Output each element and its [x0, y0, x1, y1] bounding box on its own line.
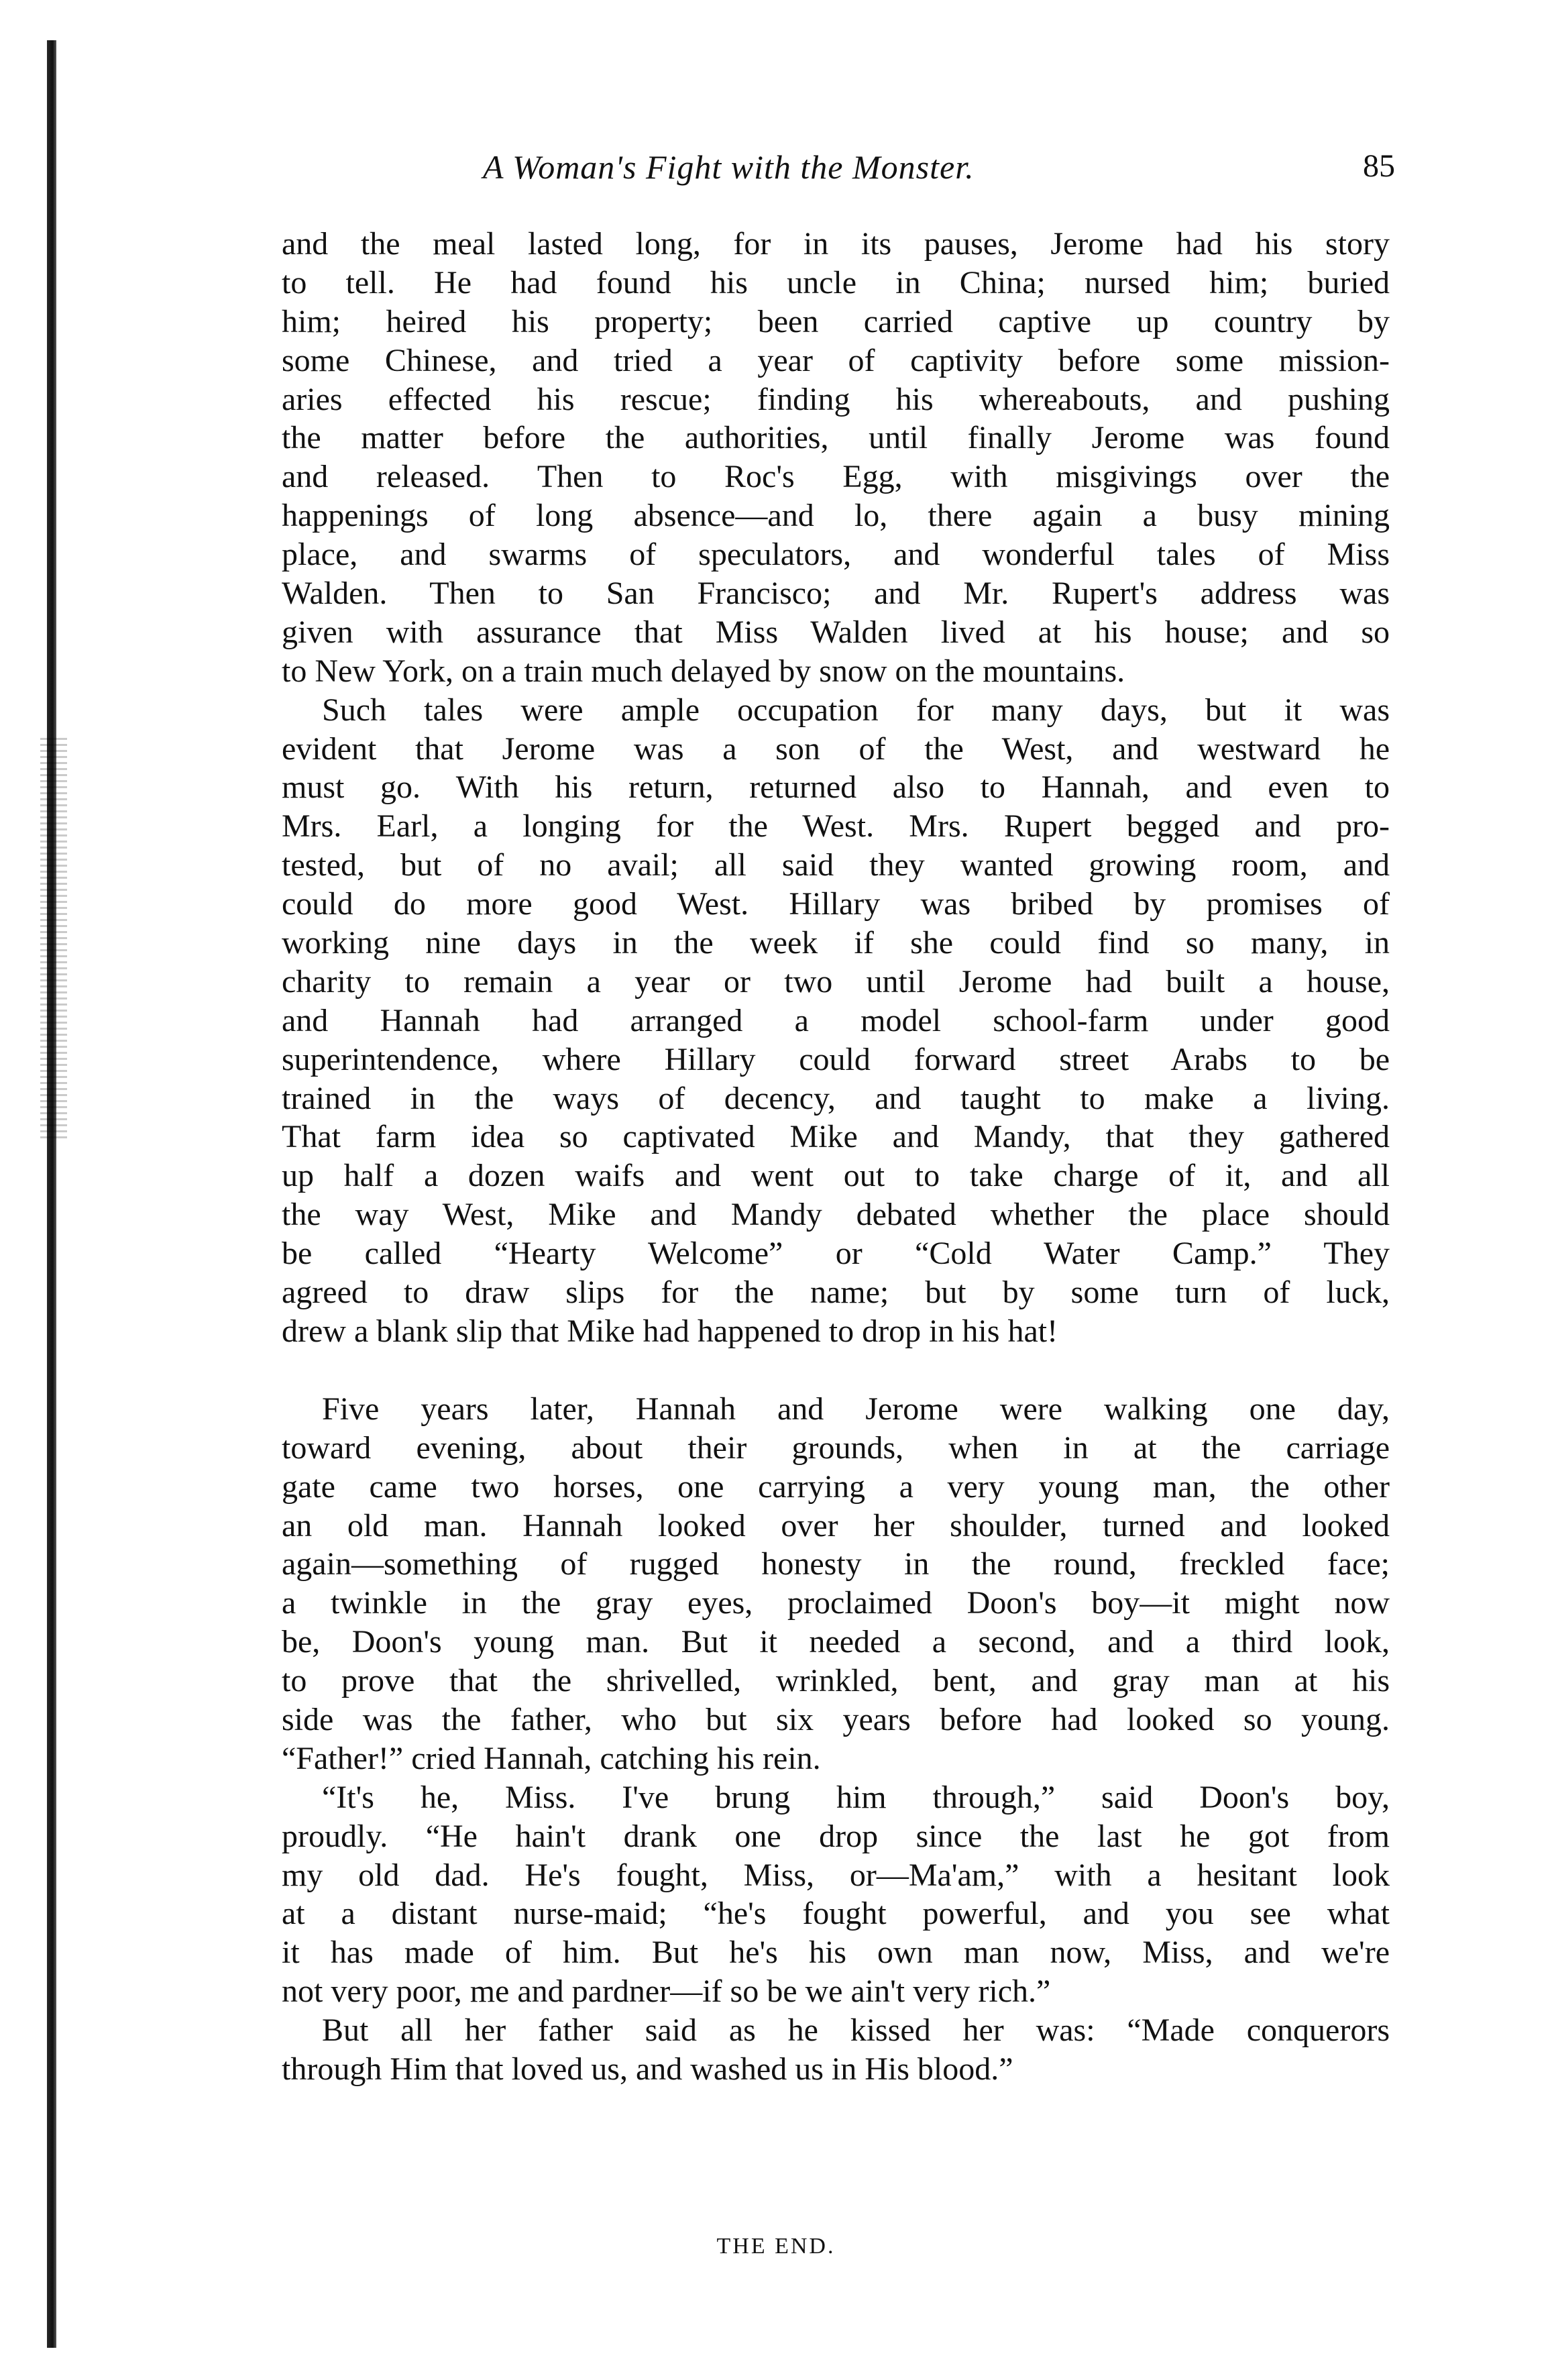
text-line: him; heired his property; been carried captive up country by	[282, 303, 1390, 339]
text-line: aries effected his rescue; finding his whereabouts, and pushing	[282, 381, 1390, 417]
text-line: it has made of him. But he's his own man now, Miss, and we're	[282, 1935, 1390, 1971]
text-line: That farm idea so captivated Mike and Mandy, that they gathered	[282, 1119, 1390, 1155]
page-binding-shadow	[40, 738, 67, 1140]
text-line: at a distant nurse-maid; “he's fought powerful, and you see what	[282, 1896, 1390, 1932]
paragraph	[282, 1778, 1390, 2011]
text-line: and the meal lasted long, for in its pauses, Jerome had his story	[282, 226, 1390, 262]
text-line: toward evening, about their grounds, when in at the carriage	[282, 1429, 1390, 1466]
text-line: drew a blank slip that Mike had happened to drop in his hat!	[282, 1313, 1058, 1349]
text-line: agreed to draw slips for the name; but by some turn of luck,	[282, 1275, 1390, 1311]
text-line: tested, but of no avail; all said they wanted growing room, and	[282, 847, 1390, 883]
body-text	[282, 225, 1390, 2089]
text-line: “Father!” cried Hannah, catching his rein.	[282, 1740, 821, 1776]
page-binding-edge	[47, 40, 56, 2348]
text-line: must go. With his return, returned also to Hannah, and even to	[282, 769, 1390, 806]
text-line: side was the father, who but six years before had looked so young.	[282, 1701, 1390, 1737]
text-line: happenings of long absence—and lo, there again a busy mining	[282, 498, 1390, 534]
text-line: Mrs. Earl, a longing for the West. Mrs. Rupert begged and pro-	[282, 808, 1390, 845]
text-line: Walden. Then to San Francisco; and Mr. Rupert's address was	[282, 576, 1390, 612]
running-title: A Woman's Fight with the Monster.	[483, 148, 975, 186]
text-line: up half a dozen waifs and went out to take charge of it, and all	[282, 1158, 1390, 1194]
text-line: superintendence, where Hillary could forward street Arabs to be	[282, 1041, 1390, 1077]
text-line: evident that Jerome was a son of the West, and westward he	[282, 731, 1390, 767]
text-line: Such tales were ample occupation for many days, but it was	[322, 692, 1390, 728]
text-line: to New York, on a train much delayed by snow on the mountains.	[282, 653, 1125, 689]
text-line: a twinkle in the gray eyes, proclaimed Doon's boy—it might now	[282, 1585, 1390, 1621]
text-line: trained in the ways of decency, and taught to make a living.	[282, 1080, 1390, 1116]
text-line: my old dad. He's fought, Miss, or—Ma'am,” with a hesitant look	[282, 1857, 1390, 1893]
text-line: and released. Then to Roc's Egg, with misgivings over the	[282, 459, 1390, 495]
text-line: gate came two horses, one carrying a very young man, the other	[282, 1468, 1390, 1505]
text-line: not very poor, me and pardner—if so be we ain't very rich.”	[282, 1973, 1051, 2010]
the-end-label: THE END.	[716, 2234, 836, 2259]
running-head	[282, 148, 1395, 201]
text-line: could do more good West. Hillary was bribed by promises of	[282, 886, 1390, 922]
text-line: through Him that loved us, and washed us in His blood.”	[282, 2051, 1013, 2087]
text-line: be, Doon's young man. But it needed a second, and a third look,	[282, 1624, 1390, 1660]
text-line: again—something of rugged honesty in the round, freckled face;	[282, 1546, 1390, 1582]
paragraph	[282, 1390, 1390, 1778]
text-line: given with assurance that Miss Walden lived at his house; and so	[282, 614, 1390, 650]
text-line: an old man. Hannah looked over her shoulder, turned and looked	[282, 1507, 1390, 1544]
text-line: “It's he, Miss. I've brung him through,” said Doon's boy,	[322, 1779, 1390, 1815]
text-line: Five years later, Hannah and Jerome were walking one day,	[322, 1391, 1390, 1427]
paragraph	[282, 2011, 1390, 2089]
text-line: place, and swarms of speculators, and wonderful tales of Miss	[282, 537, 1390, 573]
text-line: proudly. “He hain't drank one drop since the last he got from	[282, 1818, 1390, 1854]
text-line: But all her father said as he kissed her was: “Made conquerors	[322, 2012, 1390, 2049]
paragraph	[282, 225, 1390, 691]
text-line: and Hannah had arranged a model school-farm under good	[282, 1002, 1390, 1038]
page-number: 85	[1363, 148, 1395, 184]
text-line: be called “Hearty Welcome” or “Cold Water Camp.” They	[282, 1236, 1390, 1272]
text-line: some Chinese, and tried a year of captivity before some mission-	[282, 342, 1390, 378]
text-line: to prove that the shrivelled, wrinkled, bent, and gray man at his	[282, 1663, 1390, 1699]
text-line: charity to remain a year or two until Jerome had built a house,	[282, 963, 1390, 999]
section-break	[282, 1351, 1390, 1390]
text-line: to tell. He had found his uncle in China; nursed him; buried	[282, 264, 1390, 301]
paragraph	[282, 691, 1390, 1351]
text-line: working nine days in the week if she could find so many, in	[282, 925, 1390, 961]
text-line: the matter before the authorities, until finally Jerome was found	[282, 420, 1390, 456]
text-line: the way West, Mike and Mandy debated whether the place should	[282, 1197, 1390, 1233]
